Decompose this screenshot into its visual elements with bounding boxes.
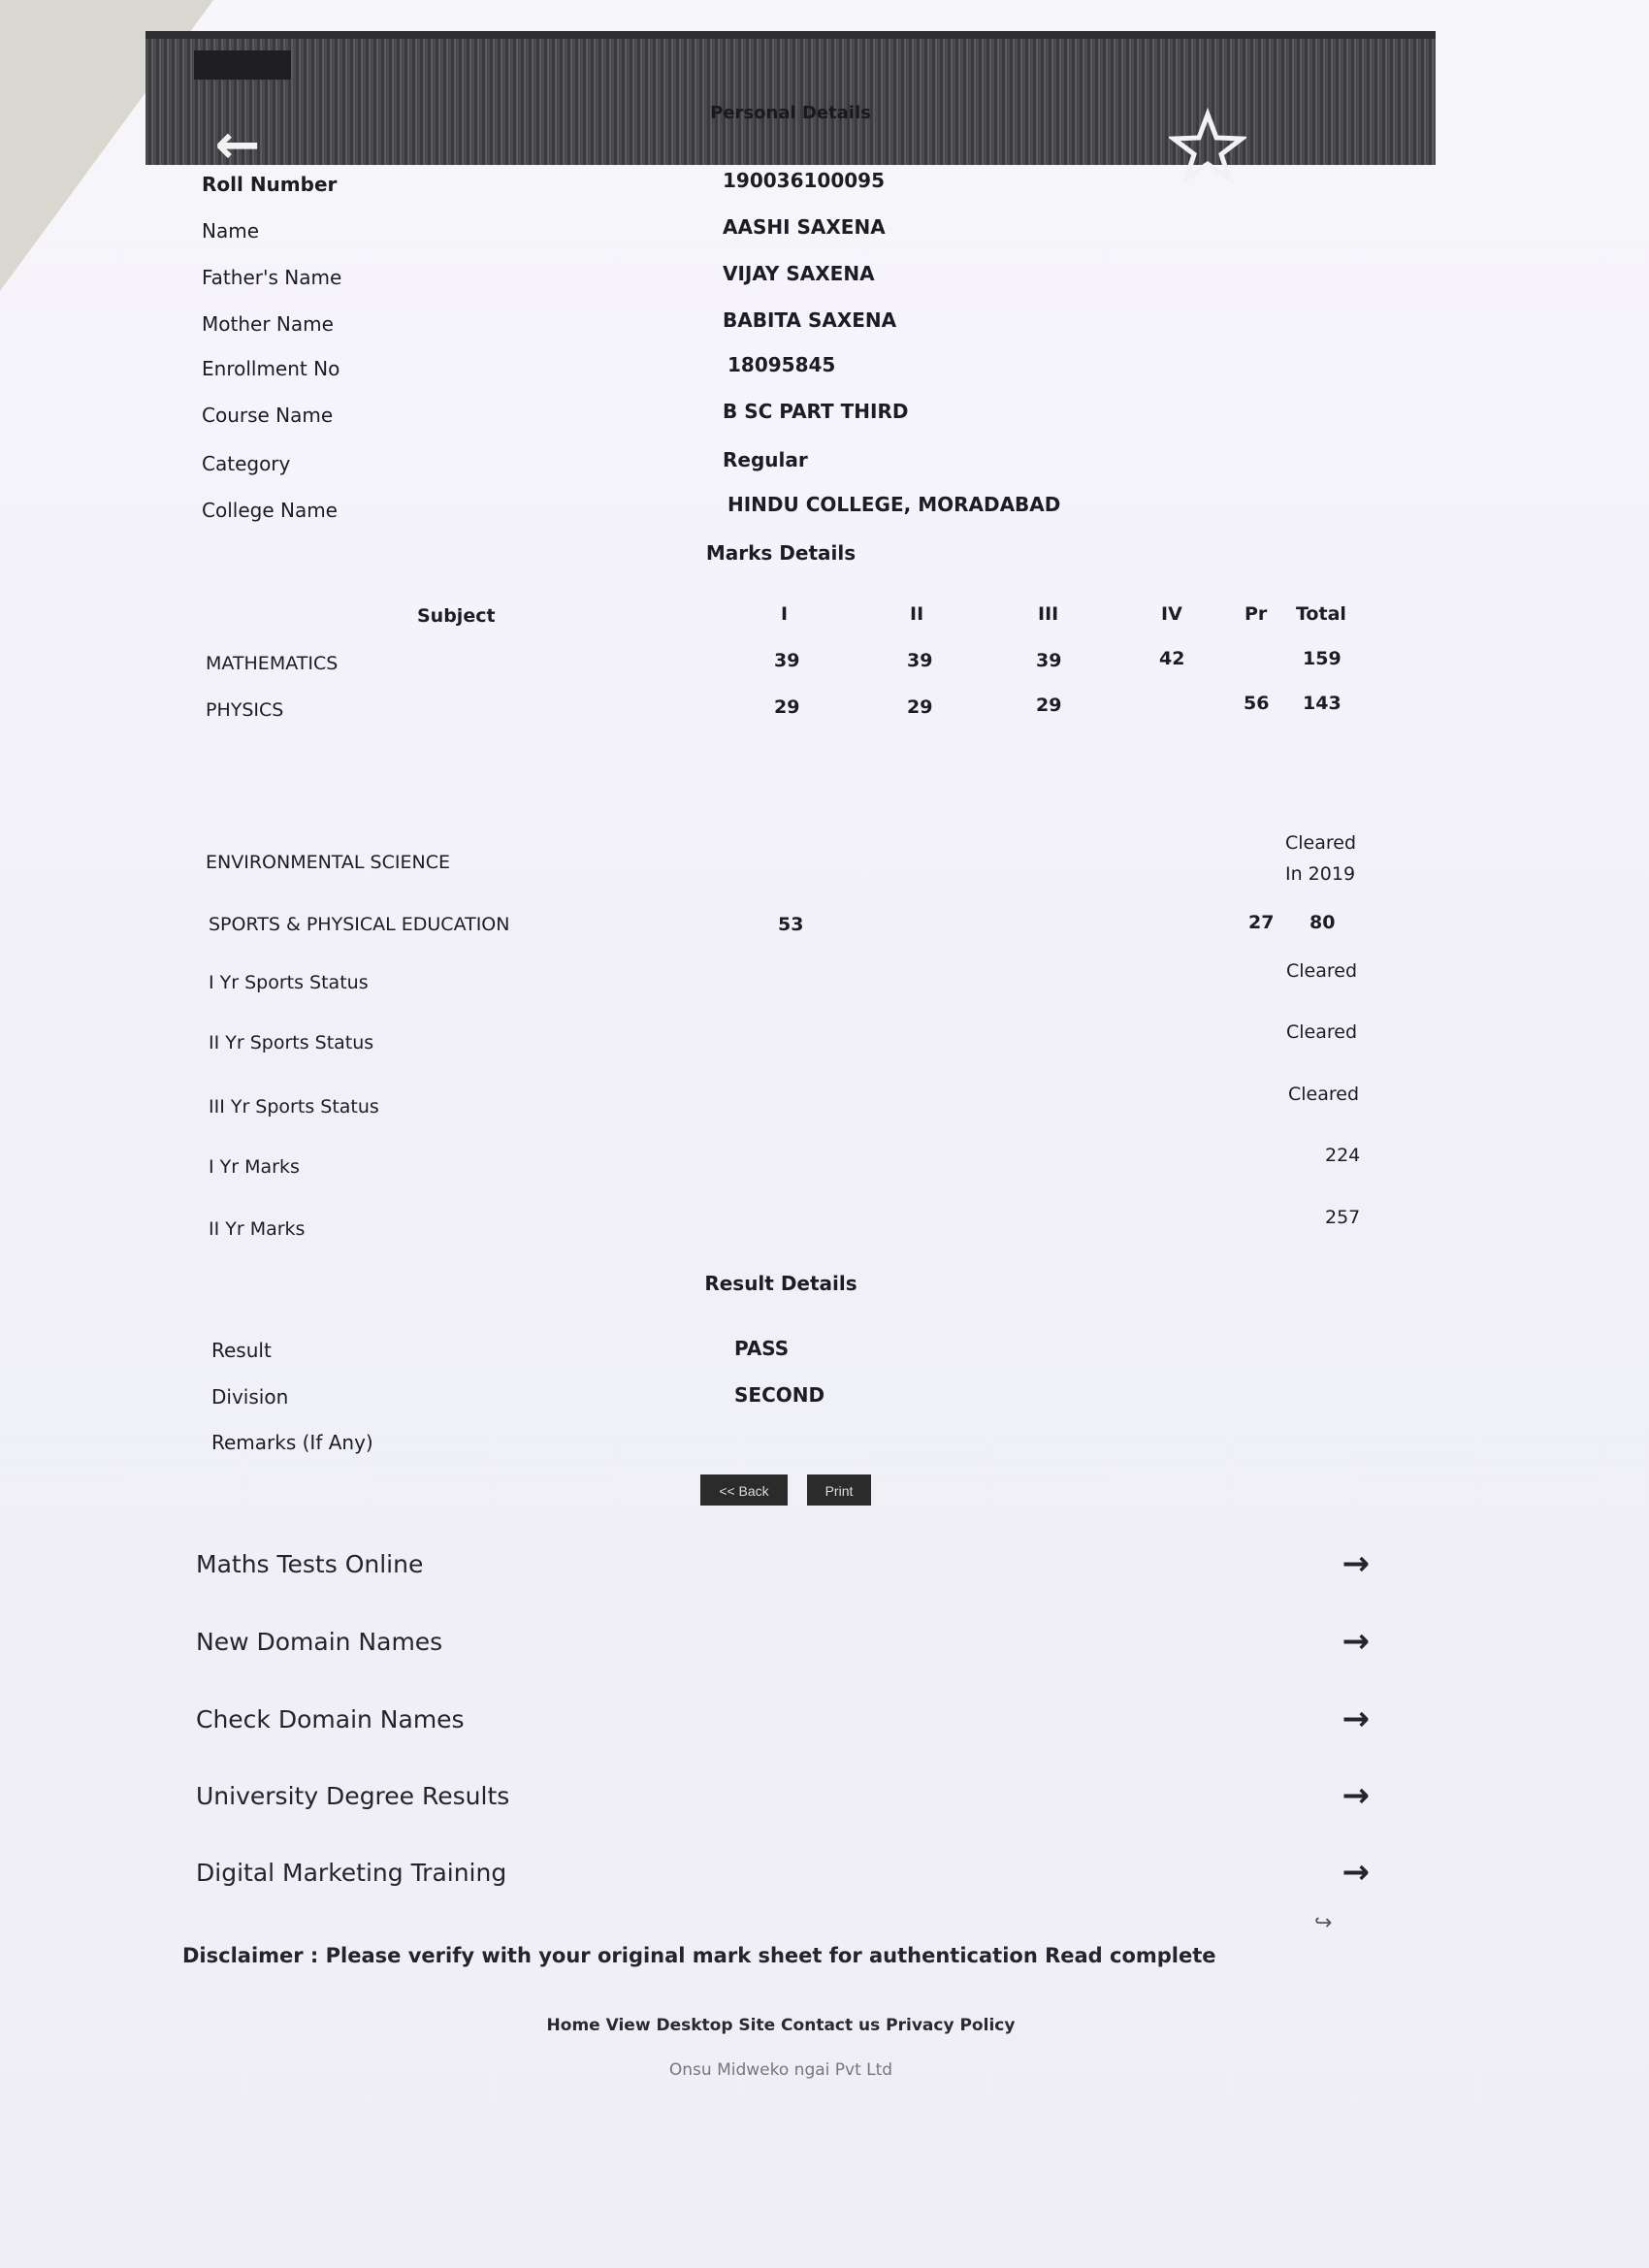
sports-pr: 27 (1248, 912, 1275, 933)
link-label: Maths Tests Online (196, 1550, 424, 1578)
status-2-value: Cleared (1286, 1021, 1358, 1043)
physics-pr: 56 (1244, 693, 1270, 714)
status-3-label: III Yr Sports Status (209, 1096, 379, 1118)
sports-total: 80 (1310, 912, 1336, 933)
enrollment-label: Enrollment No (202, 357, 340, 380)
result-details-title: Result Details (704, 1272, 857, 1295)
division-value: SECOND (734, 1383, 825, 1407)
marks-details-title: Marks Details (705, 541, 857, 565)
year2-marks-value: 257 (1325, 1207, 1361, 1228)
father-name-value: VIJAY SAXENA (723, 262, 875, 285)
col-i-header: I (781, 603, 789, 625)
arrow-right-icon: → (1342, 1776, 1370, 1815)
math-c2: 39 (907, 650, 933, 671)
physics-total: 143 (1303, 693, 1342, 714)
math-c1: 39 (774, 650, 800, 671)
env-total-line1: Cleared (1285, 832, 1357, 854)
arrow-right-icon: → (1342, 1544, 1370, 1583)
star-icon[interactable] (1169, 107, 1246, 184)
remarks-label: Remarks (If Any) (211, 1431, 373, 1454)
header-bar (146, 31, 1436, 177)
sports-c1: 53 (778, 914, 804, 935)
subject-header: Subject (417, 605, 496, 627)
physics-c2: 29 (907, 697, 933, 718)
name-value: AASHI SAXENA (723, 215, 886, 239)
math-c3: 39 (1036, 650, 1062, 671)
link-check-domain[interactable] (196, 1694, 1370, 1752)
status-1-label: I Yr Sports Status (209, 972, 369, 993)
mother-name-value: BABITA SAXENA (723, 308, 897, 332)
link-new-domain[interactable] (196, 1616, 1370, 1674)
year1-marks-label: I Yr Marks (209, 1156, 300, 1178)
math-c4: 42 (1159, 648, 1185, 669)
roll-number-value: 190036100095 (723, 169, 885, 192)
roll-number-label: Roll Number (202, 173, 338, 196)
year2-marks-label: II Yr Marks (209, 1218, 306, 1240)
copyright-text: Onsu Midweko ngai Pvt Ltd (668, 2060, 893, 2080)
mother-name-label: Mother Name (202, 312, 334, 336)
result-label: Result (211, 1339, 272, 1362)
sports-subject: SPORTS & PHYSICAL EDUCATION (209, 914, 510, 935)
link-maths-tests[interactable] (196, 1539, 1370, 1597)
arrow-left-icon[interactable]: ← (214, 113, 261, 177)
share-icon[interactable]: ↪ (1314, 1911, 1333, 1935)
page-title: Personal Details (710, 103, 871, 123)
year1-marks-value: 224 (1325, 1145, 1361, 1166)
env-subject: ENVIRONMENTAL SCIENCE (206, 852, 450, 873)
disclaimer-text: Disclaimer : Please verify with your original mark sheet for authentication Read complete (182, 1944, 1216, 1967)
status-1-value: Cleared (1286, 960, 1358, 982)
enrollment-value: 18095845 (728, 353, 836, 376)
math-subject: MATHEMATICS (206, 653, 339, 674)
back-button[interactable]: << Back (700, 1474, 788, 1506)
col-total-header: Total (1296, 603, 1346, 625)
result-value: PASS (734, 1337, 790, 1360)
link-university-results[interactable] (196, 1770, 1370, 1829)
category-value: Regular (723, 448, 808, 471)
env-total-line2: In 2019 (1285, 863, 1356, 885)
father-name-label: Father's Name (202, 266, 342, 289)
physics-subject: PHYSICS (206, 699, 284, 721)
physics-c1: 29 (774, 697, 800, 718)
link-digital-marketing[interactable] (196, 1847, 1370, 1905)
category-label: Category (202, 452, 291, 475)
status-3-value: Cleared (1288, 1084, 1360, 1105)
name-label: Name (202, 219, 260, 243)
arrow-right-icon: → (1342, 1622, 1370, 1661)
math-total: 159 (1303, 648, 1342, 669)
link-label: Check Domain Names (196, 1705, 465, 1733)
col-iv-header: IV (1161, 603, 1182, 625)
col-pr-header: Pr (1245, 603, 1268, 625)
header-block (194, 50, 291, 80)
arrow-right-icon: → (1342, 1853, 1370, 1892)
college-name-label: College Name (202, 499, 338, 522)
print-button[interactable]: Print (807, 1474, 871, 1506)
col-ii-header: II (910, 603, 924, 625)
footer-links[interactable]: Home View Desktop Site Contact us Privacy Policy (546, 2016, 1016, 2035)
link-label: Digital Marketing Training (196, 1859, 507, 1887)
division-label: Division (211, 1385, 289, 1409)
course-name-label: Course Name (202, 404, 334, 427)
status-2-label: II Yr Sports Status (209, 1032, 374, 1053)
col-iii-header: III (1038, 603, 1059, 625)
link-label: University Degree Results (196, 1782, 510, 1810)
arrow-right-icon: → (1342, 1700, 1370, 1738)
link-label: New Domain Names (196, 1628, 443, 1656)
course-name-value: B SC PART THIRD (723, 400, 909, 423)
college-name-value: HINDU COLLEGE, MORADABAD (728, 493, 1061, 516)
physics-c3: 29 (1036, 695, 1062, 716)
